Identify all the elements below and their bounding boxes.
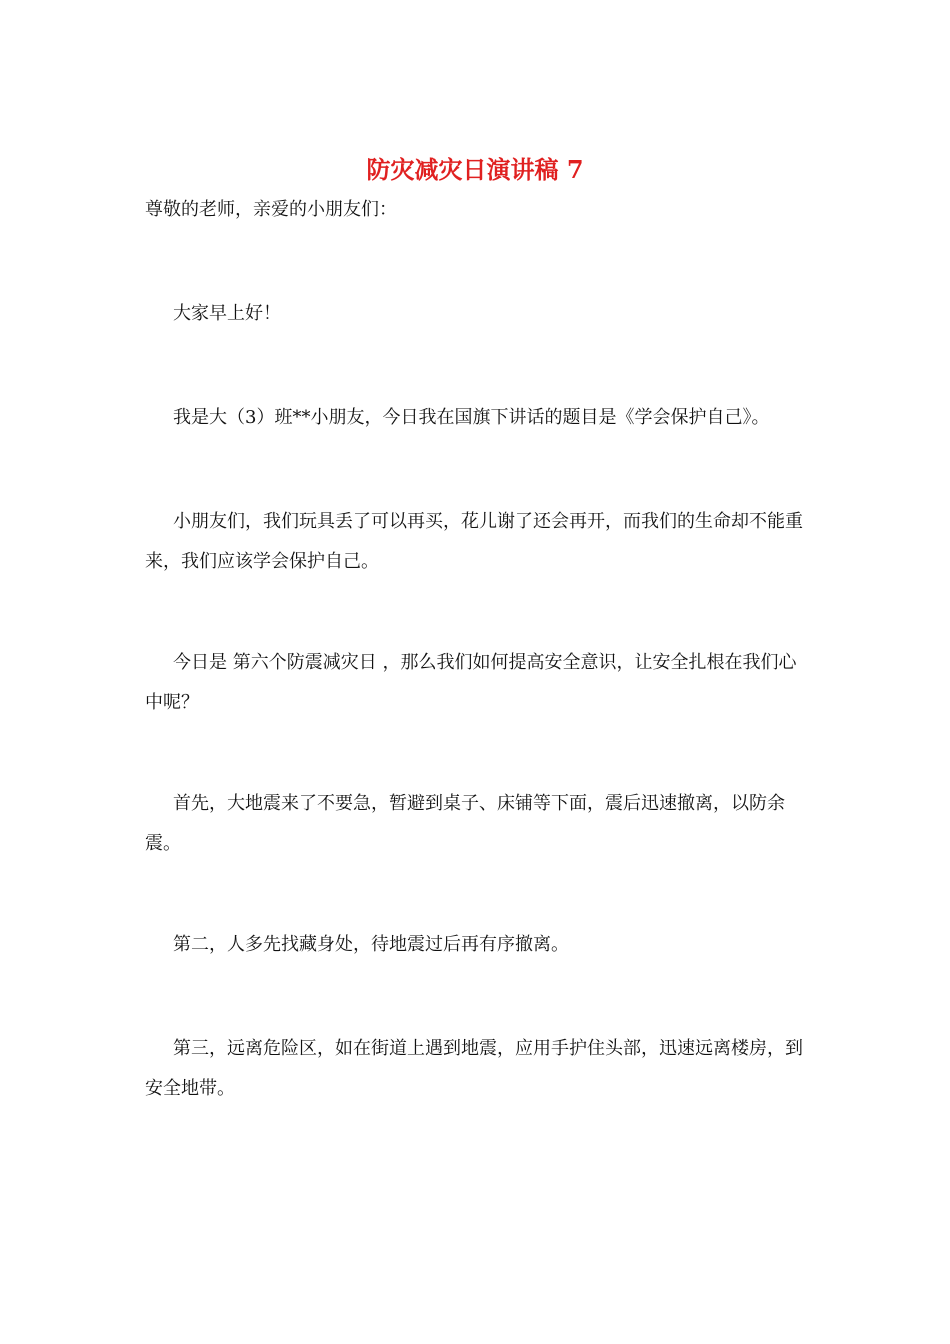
paragraph-third-point: 第三，远离危险区，如在街道上遇到地震，应用手护住头部，迅速远离楼房，到安全地带。 [145, 1038, 803, 1099]
paragraph-protect-yourself: 小朋友们，我们玩具丢了可以再买，花儿谢了还会再开，而我们的生命却不能重来，我们应该学会保护自己。 [145, 511, 803, 572]
paragraph-introduction: 我是大（3）班**小朋友，今日我在国旗下讲话的题目是《学会保护自己》。 [173, 407, 770, 428]
document-title: 防灾减灾日演讲稿 7 [366, 155, 584, 184]
paragraph-second-point: 第二，人多先找藏身处，待地震过后再有序撤离。 [173, 934, 569, 955]
paragraph-greeting: 大家早上好！ [173, 303, 281, 324]
salutation: 尊敬的老师，亲爱的小朋友们： [145, 199, 397, 220]
paragraph-first-point: 首先，大地震来了不要急，暂避到桌子、床铺等下面，震后迅速撤离，以防余震。 [145, 793, 785, 854]
paragraph-disaster-day: 今日是 第六个防震减灾日 ，那么我们如何提高安全意识，让安全扎根在我们心中呢？ [145, 652, 797, 713]
